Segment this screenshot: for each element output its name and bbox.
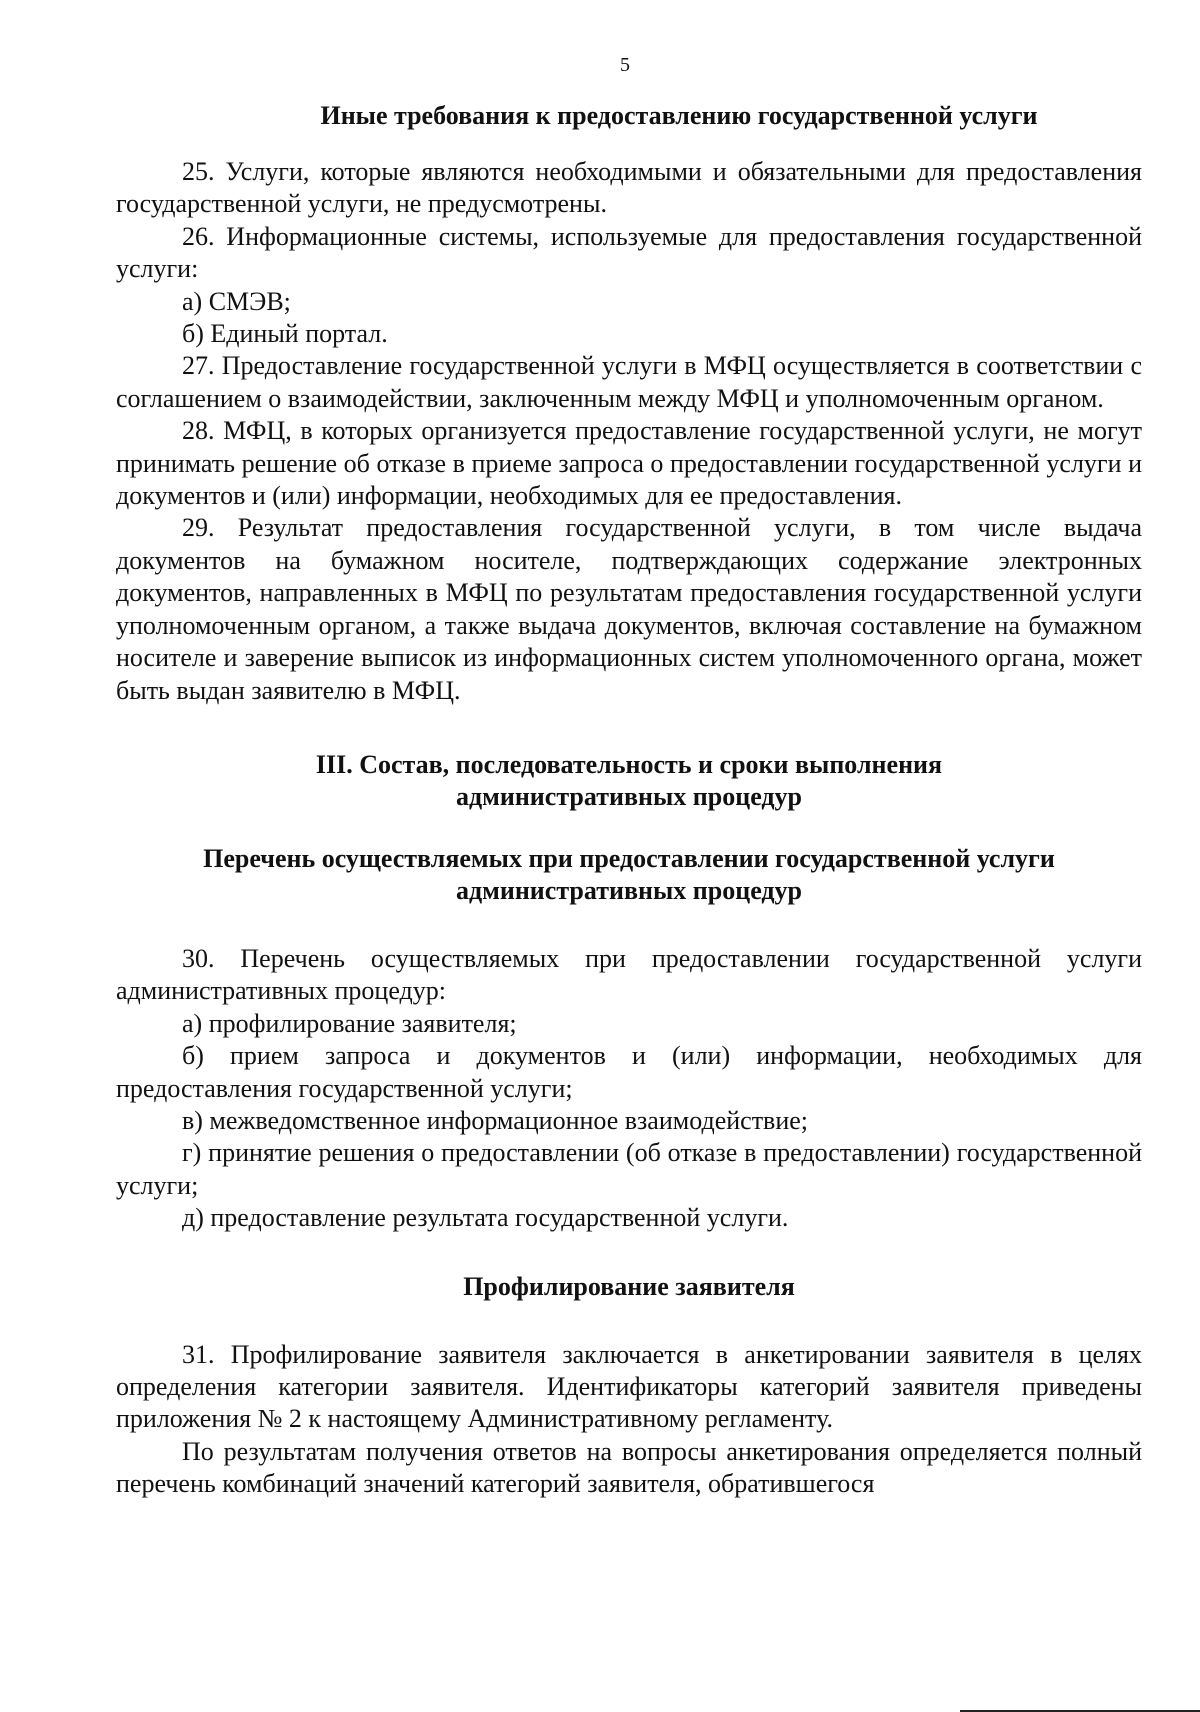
heading-other-requirements: Иные требования к предоставлению государственной услуги — [320, 101, 1038, 130]
heading-profiling: Профилирование заявителя — [463, 1271, 795, 1301]
list-item-a: а) профилирование заявителя; — [182, 1008, 517, 1038]
page-number: 5 — [620, 54, 630, 76]
paragraph-27: 27. Предоставление государственной услуги в МФЦ осуществляется в соответствии с соглашением о взаимодействии, заключенным между МФЦ и уполномоченным органом. — [116, 351, 1142, 413]
list-item-b: б) прием запроса и документов и (или) информации, необходимых для предоставления государственной услуги; — [116, 1041, 1142, 1103]
list-item-g: г) принятие решения о предоставлении (об отказе в предоставлении) государственной услуги; — [116, 1138, 1142, 1200]
heading-section-3-line2: административных процедур — [455, 781, 803, 811]
paragraph-28: 28. МФЦ, в которых организуется предоставление государственной услуги, не могут принимать решение об отказе в приеме запроса о предоставлении государственной услуги и документов и (или) информации, необходимых для ее предоставления. — [116, 416, 1142, 511]
paragraph-31: 31. Профилирование заявителя заключается в анкетировании заявителя в целях определения категории заявителя. Идентификаторы категорий заявителя приведены приложения № 2 к настоящему Административному регламенту. — [116, 1339, 1142, 1434]
document-body — [116, 100, 1142, 1501]
list-item-v: в) межведомственное информационное взаимодействие; — [182, 1105, 809, 1135]
heading-procedures-line1: Перечень осуществляемых при предоставлении государственной услуги — [203, 843, 1055, 873]
heading-section-3 — [116, 749, 1142, 813]
profiling-text — [116, 1339, 1142, 1501]
heading-procedures-line2: административных процедур — [455, 875, 803, 905]
procedures-list-text — [116, 943, 1142, 1235]
paragraph-30: 30. Перечень осуществляемых при предоставлении государственной услуги административных процедур: — [116, 943, 1142, 1006]
list-item-d: д) предоставление результата государственной услуги. — [182, 1203, 789, 1233]
paragraph-25: 25. Услуги, которые являются необходимыми и обязательными для предоставления государственной услуги, не предусмотрены. — [116, 157, 1142, 219]
heading-section-3-line1: III. Состав, последовательность и сроки выполнения — [315, 749, 943, 779]
heading-procedures-list — [116, 843, 1142, 907]
other-requirements-text — [116, 156, 1142, 707]
paragraph-29: 29. Результат предоставления государственной услуги, в том числе выдача документов на бумажном носителе, подтверждающих содержание электронных документов, направленных в МФЦ по результатам предоставления государственной услуги уполномоченным органом, а также выдача документов, включая составление на бумажном носителе и заверение выписок из информационных систем уполномоченного органа, может быть выдан заявителю в МФЦ. — [116, 513, 1142, 705]
paragraph-26: 26. Информационные системы, используемые для предоставления государственной услуги: — [116, 221, 1142, 284]
paragraph-profiling-results: По результатам получения ответов на вопросы анкетирования определяется полный перечень комбинаций значений категорий заявителя, обратившегося — [116, 1436, 1142, 1499]
list-item-a-smev: а) СМЭВ; — [182, 286, 291, 316]
list-item-b-portal: б) Единый портал. — [182, 319, 388, 349]
